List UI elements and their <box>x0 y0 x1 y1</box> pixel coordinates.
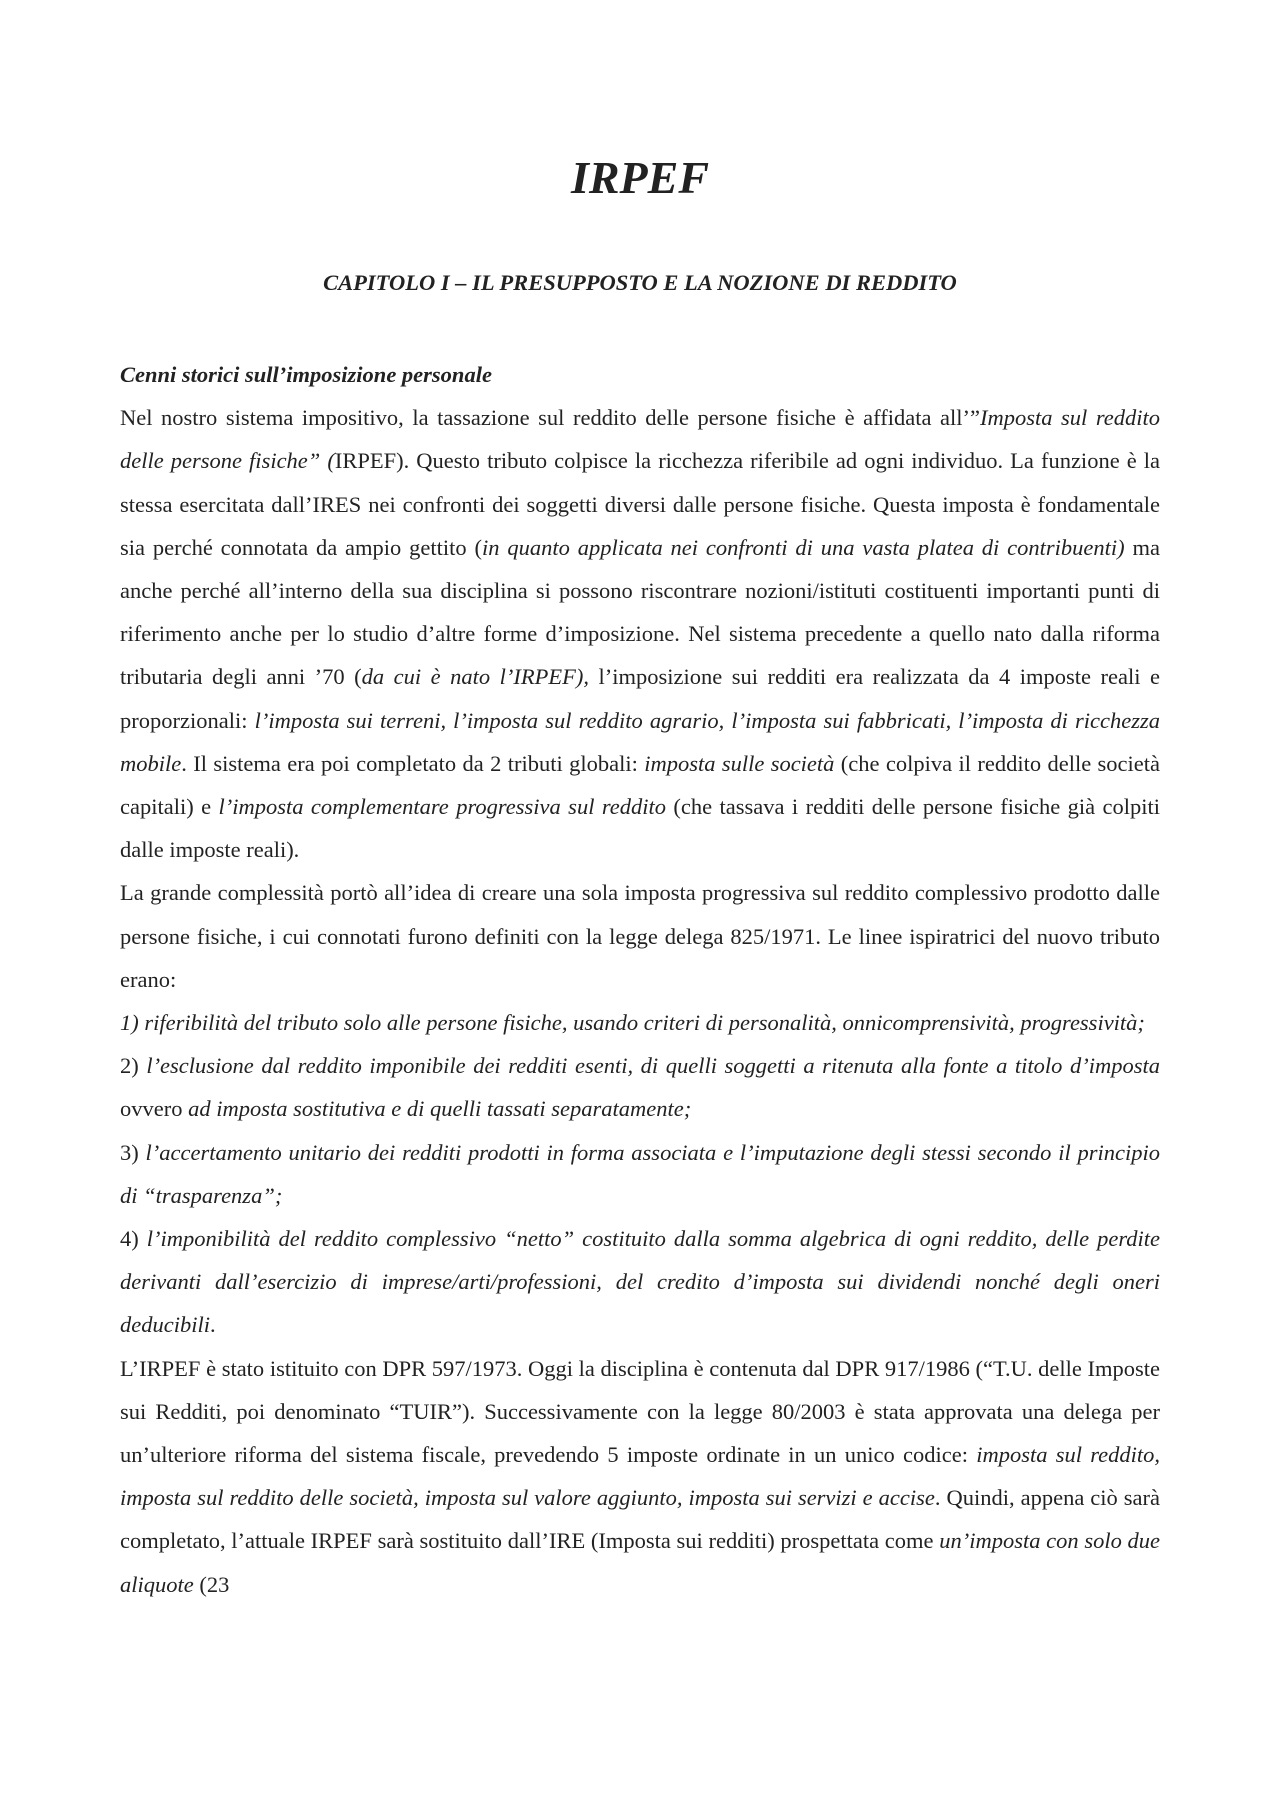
text-run: (23 <box>193 1571 230 1597</box>
text-run: l’imposizione sui redditi era realizzata da 4 imposte reali e proporzionali: <box>120 664 1160 733</box>
italic-run: l’imposta sui terreni, l’imposta sul reddito agrario, l’imposta sui fabbricati, l’imposta di ricchezza mobile <box>120 707 1160 776</box>
italic-run: Imposta sul reddito delle persone fisiche” ( <box>120 405 1160 474</box>
paragraph-history <box>120 396 1160 871</box>
text-run: L’IRPEF è stato istituito con DPR 597/1973. Oggi la disciplina è contenuta dal DPR 917/1986 (“T.U. delle Imposte sui Redditi, poi denominato “TUIR”). Successivamente con la legge 80/2003 è stata approvata una delega per un’ulteriore riforma del sistema fiscale, prevedendo 5 imposte ordinate in un unico codice: <box>120 1355 1160 1468</box>
italic-run: l’accertamento unitario dei redditi prodotti in forma associata e l’imputazione degli stessi secondo il principio di “trasparenza”; <box>120 1139 1160 1208</box>
italic-run: imposta sulle società <box>644 750 835 776</box>
document-body <box>120 353 1160 1606</box>
text-run: . Il sistema era poi completato da 2 tributi globali: <box>181 750 645 776</box>
paragraph-reform: La grande complessità portò all’idea di creare una sola imposta progressiva sul reddito complessivo prodotto dalle persone fisiche, i cui connotati furono definiti con la legge delega 825/1971. Le linee ispiratrici del nuovo tributo erano: <box>120 880 1160 992</box>
list-item <box>120 1044 1160 1130</box>
list-number: 4) <box>120 1226 147 1252</box>
list-number: 3) <box>120 1139 146 1165</box>
text-run: Nel nostro sistema impositivo, la tassazione sul reddito delle persone fisiche è affidata all’” <box>120 405 980 431</box>
italic-run: da cui è nato l’IRPEF), <box>361 664 589 690</box>
italic-run: l’imponibilità del reddito complessivo “netto” costituito dalla somma algebrica di ogni reddito, delle perdite derivanti dall’esercizio di imprese/arti/professioni, del credito d’imposta sui dividendi nonché degli oneri deducibili <box>120 1226 1160 1338</box>
list-item <box>120 1131 1160 1217</box>
text-run: (che tassava i redditi delle persone fisiche già colpiti dalle imposte reali). <box>120 794 1160 863</box>
text-run: ma anche perché all’interno della sua disciplina si possono riscontrare nozioni/istituti costituenti importanti punti di riferimento anche per lo studio d’altre forme d’imposizione. Nel sistema precedente a quello nato dalla riforma tributaria degli anni ’70 ( <box>120 534 1160 690</box>
text-run: (che colpiva il reddito delle società capitali) e <box>120 750 1161 820</box>
italic-run: imposta sul reddito, imposta sul reddito delle società, imposta sul valore aggiunto, imposta sui servizi e accise <box>120 1442 1160 1511</box>
list-item: 1) riferibilità del tributo solo alle persone fisiche, usando criteri di personalità, onnicomprensività, progressività; <box>120 1010 1145 1036</box>
list-item <box>120 1217 1160 1347</box>
document-title: IRPEF <box>570 152 710 203</box>
list-number: 2) <box>120 1053 147 1079</box>
italic-run: ad imposta sostitutiva e di quelli tassati separatamente; <box>188 1096 692 1122</box>
section-heading: Cenni storici sull’imposizione personale <box>120 362 492 387</box>
text-run: . <box>209 1312 216 1338</box>
text-run: . Quindi, appena ciò sarà completato, l’attuale IRPEF sarà sostituito dall’IRE (Imposta sui redditi) prospettata come <box>120 1485 1161 1554</box>
italic-run: l’esclusione dal reddito imponibile dei redditi esenti, di quelli soggetti a ritenuta alla fonte a titolo d’imposta <box>146 1053 1160 1079</box>
italic-run: in quanto applicata nei confronti di una vasta platea di contribuenti) <box>482 534 1125 560</box>
chapter-title: CAPITOLO I – IL PRESUPPOSTO E LA NOZIONE DI REDDITO <box>323 270 957 295</box>
italic-run: l’imposta complementare progressiva sul reddito <box>218 794 667 820</box>
paragraph-legislation <box>120 1347 1160 1606</box>
text-run: ovvero <box>120 1096 189 1122</box>
italic-run: un’imposta con solo due aliquote <box>120 1528 1161 1597</box>
text-run: IRPEF). Questo tributo colpisce la ricchezza riferibile ad ogni individuo. La funzione è la stessa esercitata dall’IRES nei confronti dei soggetti diversi dalle persone fisiche. Questa imposta è fondamentale sia perché connotata da ampio gettito ( <box>120 448 1160 560</box>
